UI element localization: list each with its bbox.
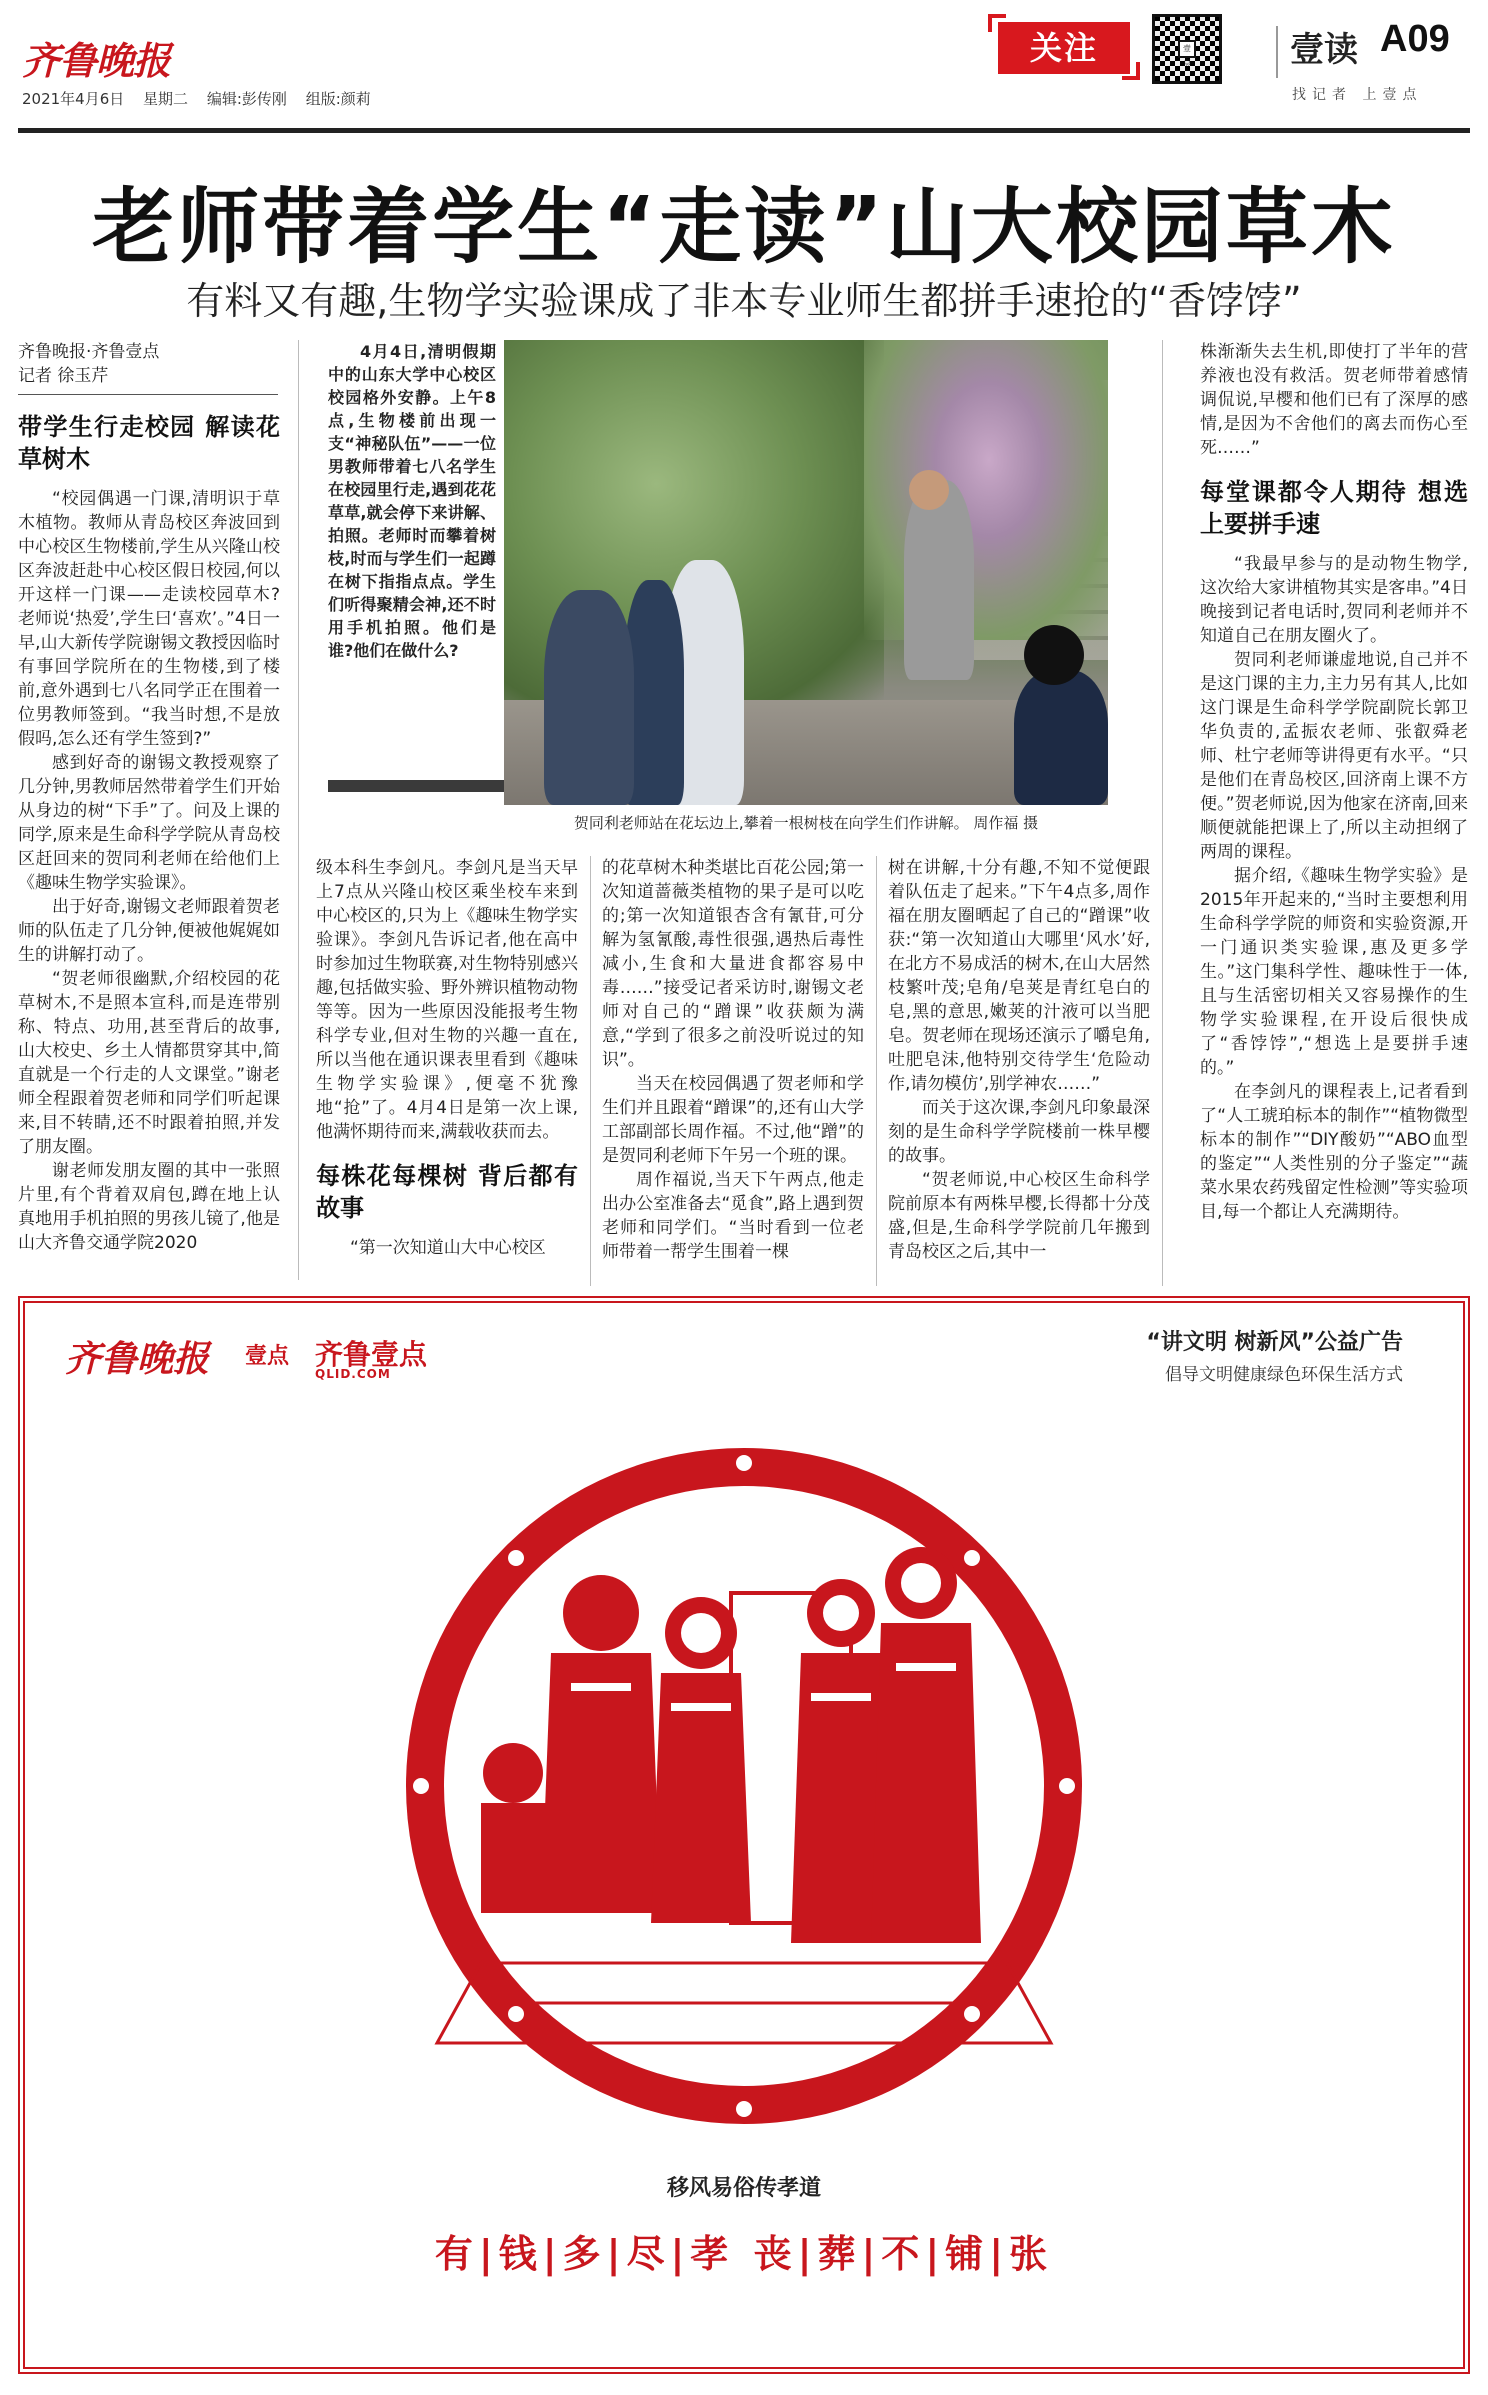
article-column-3 [602,856,864,1290]
qr-code-icon[interactable] [1152,14,1222,84]
photo-intro [328,340,496,662]
layout-credit: 组版:颜莉 [305,90,371,108]
paragraph: 级本科生李剑凡。李剑凡是当天早上7点从兴隆山校区乘坐校车来到中心校区的,只为上《趣味生物学实验课》。李剑凡告诉记者,他在高中时参加过生物联赛,对生物特别感兴趣,包括做实验、野外辨识植物动物等等。因为一些原因没能报考生物科学专业,但对生物的兴趣一直在,所以当他在通识课表里看到《趣味生物学实验课》,便毫不犹豫地“抢”了。4月4日是第一次上课,他满怀期待而来,满载收获而去。 [316,858,578,1142]
student-head [1024,625,1084,685]
page-number: A09 [1380,18,1450,60]
column-divider [876,856,877,1286]
article-column-4 [888,856,1150,1290]
header-rule [18,128,1470,133]
paragraph: 周作福说,当天下午两点,他走出办公室准备去“觅食”,路上遇到贺老师和同学们。“当时看到一位老师带着一帮学生围着一棵 [602,1170,864,1262]
header-divider [1276,26,1278,78]
paragraph: 据介绍,《趣味生物学实验》是2015年开起来的,“当时主要想利用生命科学学院的师资和实验资源,开一门通识类实验课,惠及更多学生。”这门集科学性、趣味性于一体,且与生活密切相关又容易操作的生物学实验课程,在开设后很快成了“香饽饽”,“想选上是要拼手速的。” [1200,866,1468,1078]
article-column-1 [18,340,280,1290]
source-line: 齐鲁晚报·齐鲁壹点 [18,342,160,362]
caption-bar [328,780,508,792]
byline-rule [18,394,278,395]
blossom-tree-shape [864,340,1108,640]
column-divider [1162,340,1163,1286]
section-heading: 每株花每棵树 背后都有故事 [316,1162,578,1222]
paragraph: 当天在校园偶遇了贺老师和学生们并且跟着“蹭课”的,还有山大学工部副部长周作福。不过,他“蹭”的是贺同利老师下午另一个班的课。 [602,1074,864,1166]
issue-date: 2021年4月6日 [22,90,125,108]
section-slogan: 找记者 上壹点 [1292,87,1423,103]
student-figure [1014,670,1108,805]
ad-tagline [1146,1325,1403,1385]
headline: 老师带着学生“走读”山大校园草木 [92,180,1396,275]
ad-slogan: 有|钱|多|尽|孝 丧|葬|不|铺|张 [434,2232,1054,2276]
newspaper-logo: 齐鲁晚报 [22,38,171,83]
ad-campaign-subtitle: 倡导文明健康绿色环保生活方式 [1165,1365,1403,1385]
paragraph: 而关于这次课,李剑凡印象最深刻的是生命科学学院楼前一株早樱的故事。 [888,1098,1150,1166]
article-column-2 [316,856,578,1290]
ad-campaign-title: “讲文明 树新风”公益广告 [1146,1330,1403,1355]
paragraph: 株渐渐失去生机,即使打了半年的营养液也没有救活。贺老师带着感情调侃说,早樱和他们已有了深厚的感情,是因为不舍他们的离去而伤心至死……” [1200,342,1468,458]
ad-newspaper-logo: 齐鲁晚报 [65,1338,210,1380]
news-photo [504,340,1108,805]
intro-paragraph: 4月4日,清明假期中的山东大学中心校区校园格外安静。上午8点,生物楼前出现一支“神秘队伍”——一位男教师带着七八名学生在校园里行走,遇到花花草草,就会停下来讲解、拍照。老师时而攀着树枝,时而与学生们一起蹲在树下指指点点。学生们听得聚精会神,还不时用手机拍照。他们是谁?他们在做什么? [328,342,496,660]
section-heading: 带学生行走校园 解读花草树木 [18,413,280,473]
photo-caption: 贺同利老师站在花坛边上,攀着一根树枝在向学生们作讲解。 周作福 摄 [573,814,1039,832]
subheadline: 有料又有趣,生物学实验课成了非本专业师生都拼手速抢的“香饽饽” [186,279,1302,323]
issue-weekday: 星期二 [143,90,189,108]
paragraph: 贺同利老师谦虚地说,自己并不是这门课的主力,主力另有其人,比如这门课是生命科学学院副院长郭卫华负责的,孟振农老师、张叡舜老师、杜宁老师等讲得更有水平。“只是他们在青岛校区,回济南上课不方便。”贺老师说,因为他家在济南,回来顺便就能把课上了,所以主动担纲了两周的课程。 [1200,650,1468,862]
follow-button[interactable] [988,14,1140,80]
teacher-head [909,470,949,510]
ad-qlid-name: 齐鲁壹点 [315,1338,428,1371]
paragraph: 的花草树木种类堪比百花公园;第一次知道蔷薇类植物的果子是可以吃的;第一次知道银杏含有氰苷,可分解为氢氰酸,毒性很强,遇热后毒性减小,生食和大量进食都容易中毒……”接受记者采访时,谢锡文老师对自己的“蹭课”收获颇为满意,“学到了很多之前没听说过的知识”。 [602,858,864,1070]
section-heading: 每堂课都令人期待 想选上要拼手速 [1200,478,1468,538]
paragraph: “我最早参与的是动物生物学,这次给大家讲植物其实是客串。”4日晚接到记者电话时,贺同利老师并不知道自己在朋友圈火了。 [1200,554,1468,646]
ad-qlid-url: QLID.COM [315,1367,391,1381]
paragraph: 树在讲解,十分有趣,不知不觉便跟着队伍走了起来。”下午4点多,周作福在朋友圈晒起了自己的“蹭课”收获:“第一次知道山大哪里‘风水’好,在北方不易成活的树木,在山大居然枝繁叶茂;皂角/皂荚是青红皂白的皂,黑的意思,嫩荚的汁液可以当肥皂。贺老师在现场还演示了嚼皂角,吐肥皂沫,他特别交待学生‘危险动作,请勿模仿’,别学神农……” [888,858,1150,1094]
column-divider [590,856,591,1286]
reporter-line: 记者 徐玉芹 [18,366,109,386]
teacher-figure [904,480,974,680]
paragraph: 感到好奇的谢锡文教授观察了几分钟,男教师居然带着学生们开始从身边的树“下手”了。问及上课的同学,原来是生命科学学院从青岛校区赶回来的贺同利老师在给他们上《趣味生物学实验课》。 [18,753,280,893]
ad-qlid-logo [315,1333,427,1381]
paragraph: 谢老师发朋友圈的其中一张照片里,有个背着双肩包,蹲在地上认真地用手机拍照的男孩儿镜了,他是山大齐鲁交通学院2020 [18,1161,280,1253]
ad-yidian-logo: 壹点 [245,1344,290,1369]
papercut-illustration [401,1443,1087,2129]
paragraph: “贺老师很幽默,介绍校园的花草树木,不是照本宣科,而是连带别称、特点、功用,甚至背后的故事,山大校史、乡土人情都贯穿其中,简直就是一个行走的人文课堂。”谢老师全程跟着贺老师和同学们听起课来,目不转睛,还不时跟着拍照,并发了朋友圈。 [18,969,280,1157]
column-divider [298,340,299,1280]
paragraph: “贺老师说,中心校区生命科学院前原本有两株早樱,长得都十分茂盛,但是,生命科学学院前几年搬到青岛校区之后,其中一 [888,1170,1150,1262]
paragraph: “校园偶遇一门课,清明识于草木植物。教师从青岛校区奔波回到中心校区生物楼前,学生从兴隆山校区奔波赶赴中心校区假日校园,何以开这样一门课——走读校园草木?老师说‘热爱’,学生曰‘喜欢’。”4日一早,山大新传学院谢锡文教授因临时有事回学院所在的生物楼,到了楼前,意外遇到七八名同学正在围着一位男教师签到。“我当时想,不是放假吗,怎么还有学生签到?” [18,489,280,749]
qr-center-label: 壹点 [1178,40,1196,58]
paragraph: “第一次知道山大中心校区 [350,1238,546,1258]
dateline [22,88,385,109]
public-service-ad [18,1296,1470,2374]
follow-label: 关注 [998,22,1130,74]
paragraph: 在李剑凡的课程表上,记者看到了“人工琥珀标本的制作”“植物微型标本的制作”“DIY酸奶”“ABO血型的鉴定”“人类性别的分子鉴定”“蔬菜水果农药残留定性检测”等实验项目,每一个都让人充满期待。 [1200,1082,1468,1222]
article-column-5 [1200,340,1468,1290]
section-name: 壹读 [1290,30,1358,70]
student-figure [544,590,634,805]
ad-motto: 移风易俗传孝道 [666,2176,821,2201]
paragraph: 出于好奇,谢锡文老师跟着贺老师的队伍走了几分钟,便被他娓娓如生的讲解打动了。 [18,897,280,965]
editor-credit: 编辑:彭传刚 [206,90,287,108]
